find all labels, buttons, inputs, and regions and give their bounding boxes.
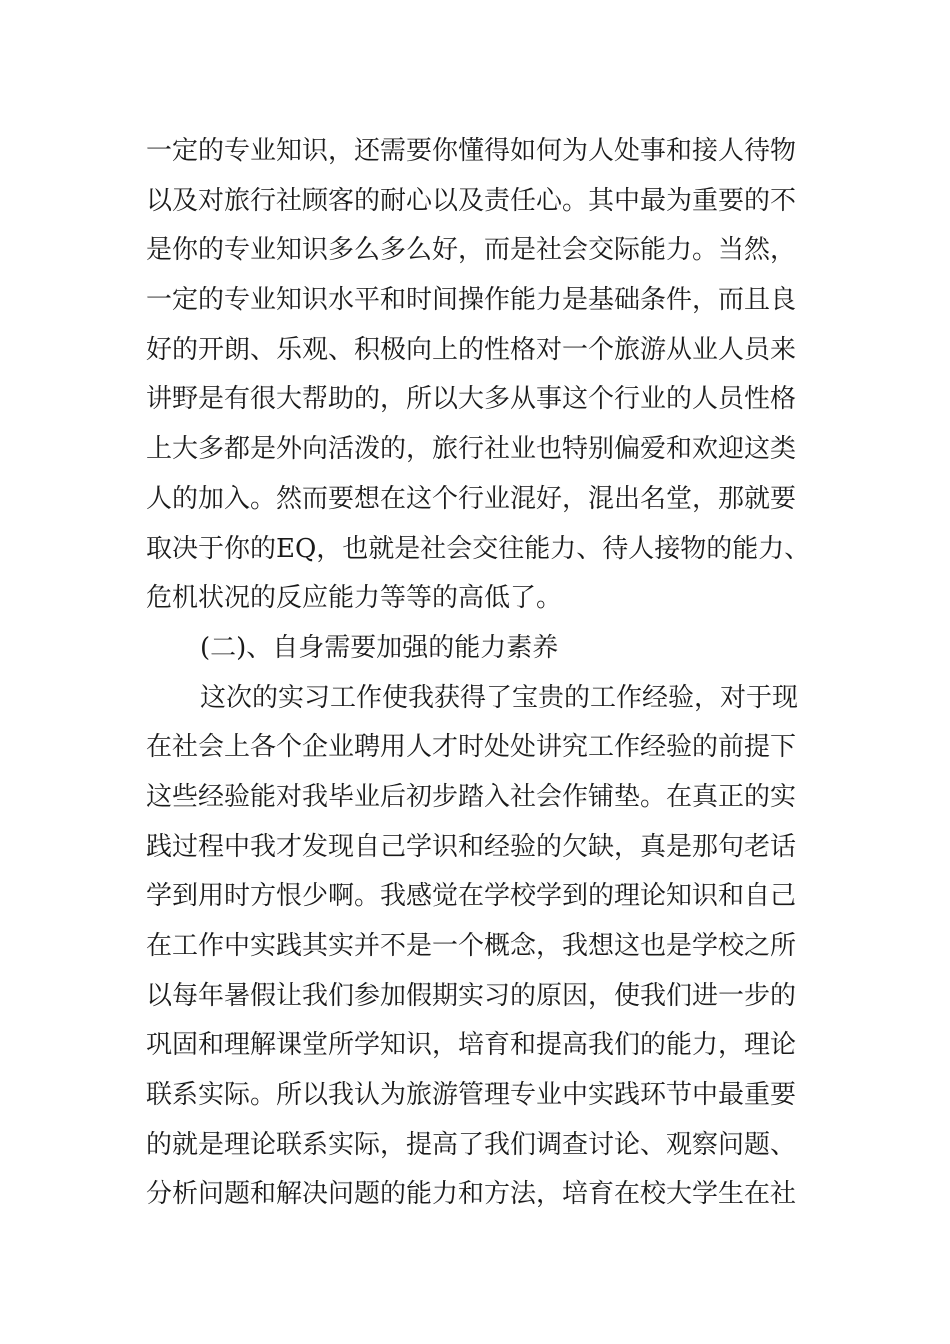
text-line: 在工作中实践其实并不是一个概念，我想这也是学校之所 — [146, 931, 797, 961]
paragraph-first-line: 这次的实习工作使我获得了宝贵的工作经验，对于现 — [200, 682, 799, 713]
section-heading: (二)、自身需要加强的能力素养 — [200, 632, 559, 663]
text-line: 学到用时方恨少啊。我感觉在学校学到的理论知识和自己 — [146, 881, 797, 912]
document-body — [146, 127, 811, 1220]
text-line: 好的开朗、乐观、积极向上的性格对一个旅游从业人员来 — [146, 334, 797, 365]
text-line: 以及对旅行社顾客的耐心以及责任心。其中最为重要的不 — [146, 185, 797, 216]
text-line: 联系实际。所以我认为旅游管理专业中实践环节中最重要 — [146, 1080, 797, 1111]
text-line: 是你的专业知识多么多么好，而是社会交际能力。当然， — [146, 235, 797, 266]
text-line: 一定的专业知识水平和时间操作能力是基础条件，而且良 — [146, 285, 797, 316]
text-line: 的就是理论联系实际，提高了我们调查讨论、观察问题、 — [146, 1129, 797, 1160]
text-line: 取决于你的EQ，也就是社会交往能力、待人接物的能力、 — [146, 533, 811, 564]
text-line: 巩固和理解课堂所学知识，培育和提高我们的能力，理论 — [146, 1030, 797, 1061]
text-line: 一定的专业知识，还需要你懂得如何为人处事和接人待物 — [146, 136, 797, 166]
text-line: 这些经验能对我毕业后初步踏入社会作铺垫。在真正的实 — [146, 781, 797, 812]
text-line: 危机状况的反应能力等等的高低了。 — [146, 583, 563, 614]
text-line: 上大多都是外向活泼的，旅行社业也特别偏爱和欢迎这类 — [146, 434, 797, 465]
text-line: 人的加入。然而要想在这个行业混好，混出名堂，那就要 — [146, 483, 797, 514]
text-line: 践过程中我才发现自己学识和经验的欠缺，真是那句老话 — [146, 831, 797, 862]
text-line: 讲野是有很大帮助的，所以大多从事这个行业的人员性格 — [146, 384, 797, 415]
text-line: 以每年暑假让我们参加假期实习的原因，使我们进一步的 — [146, 980, 797, 1011]
text-line: 分析问题和解决问题的能力和方法，培育在校大学生在社 — [146, 1179, 797, 1210]
text-line: 在社会上各个企业聘用人才时处处讲究工作经验的前提下 — [146, 732, 797, 763]
